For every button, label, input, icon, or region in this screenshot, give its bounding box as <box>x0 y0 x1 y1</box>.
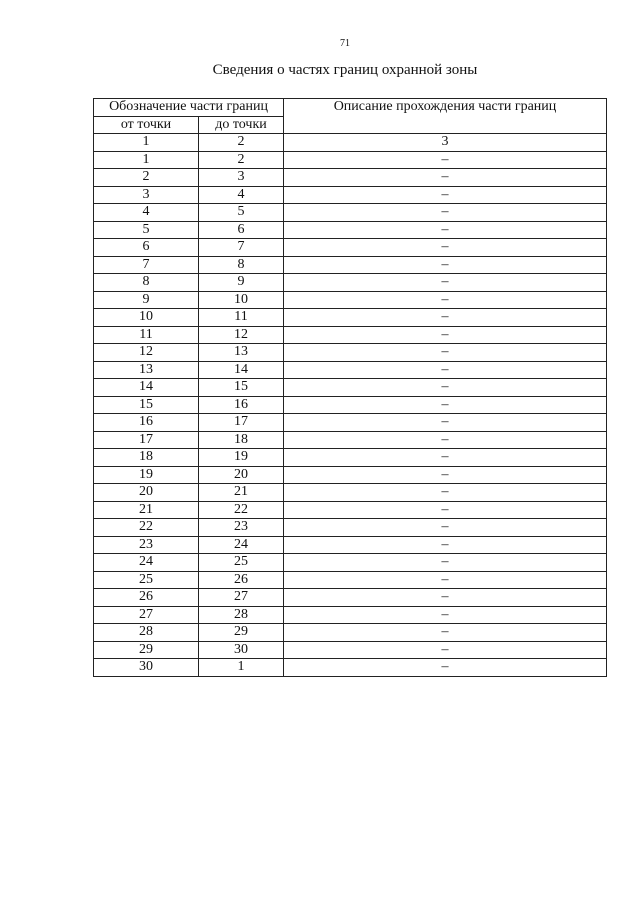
to-point-cell: 17 <box>199 414 284 432</box>
table-row <box>94 431 607 449</box>
description-cell: – <box>284 641 607 659</box>
table-row <box>94 589 607 607</box>
to-point-cell: 8 <box>199 256 284 274</box>
to-point-cell: 26 <box>199 571 284 589</box>
to-point-cell: 15 <box>199 379 284 397</box>
to-point-cell: 30 <box>199 641 284 659</box>
page-title: Сведения о частях границ охранной зоны <box>212 62 478 78</box>
from-point-cell: 29 <box>94 641 199 659</box>
description-cell: – <box>284 571 607 589</box>
description-cell: – <box>284 659 607 677</box>
description-cell: – <box>284 326 607 344</box>
from-point-cell: 14 <box>94 379 199 397</box>
header-boundary-designation: Обозначение части границ <box>94 99 284 117</box>
from-point-cell: 27 <box>94 606 199 624</box>
from-point-cell: 19 <box>94 466 199 484</box>
from-point-cell: 9 <box>94 291 199 309</box>
from-point-cell: 5 <box>94 221 199 239</box>
to-point-cell: 16 <box>199 396 284 414</box>
table-row <box>94 256 607 274</box>
from-point-cell: 17 <box>94 431 199 449</box>
from-point-cell: 4 <box>94 204 199 222</box>
to-point-cell: 29 <box>199 624 284 642</box>
description-cell: – <box>284 501 607 519</box>
to-point-cell: 14 <box>199 361 284 379</box>
table-row <box>94 221 607 239</box>
table-row <box>94 239 607 257</box>
table-row <box>94 309 607 327</box>
description-cell: – <box>284 554 607 572</box>
from-point-cell: 21 <box>94 501 199 519</box>
table-row <box>94 659 607 677</box>
table-row <box>94 169 607 187</box>
boundary-parts-table <box>93 98 607 677</box>
to-point-cell: 5 <box>199 204 284 222</box>
description-cell: – <box>284 431 607 449</box>
from-point-cell: 26 <box>94 589 199 607</box>
description-cell: – <box>284 449 607 467</box>
to-point-cell: 7 <box>199 239 284 257</box>
description-cell: – <box>284 536 607 554</box>
index-cell: 3 <box>284 134 607 152</box>
description-cell: – <box>284 484 607 502</box>
table-row <box>94 519 607 537</box>
table-row <box>94 204 607 222</box>
page-number: 71 <box>340 38 350 49</box>
description-cell: – <box>284 344 607 362</box>
description-cell: – <box>284 151 607 169</box>
description-cell: – <box>284 274 607 292</box>
to-point-cell: 13 <box>199 344 284 362</box>
index-cell: 1 <box>94 134 199 152</box>
description-cell: – <box>284 606 607 624</box>
table-row <box>94 501 607 519</box>
to-point-cell: 24 <box>199 536 284 554</box>
from-point-cell: 24 <box>94 554 199 572</box>
description-cell: – <box>284 291 607 309</box>
header-from-point: от точки <box>94 116 199 134</box>
from-point-cell: 8 <box>94 274 199 292</box>
from-point-cell: 28 <box>94 624 199 642</box>
to-point-cell: 1 <box>199 659 284 677</box>
index-cell: 2 <box>199 134 284 152</box>
table-row <box>94 641 607 659</box>
table-row <box>94 361 607 379</box>
from-point-cell: 18 <box>94 449 199 467</box>
to-point-cell: 10 <box>199 291 284 309</box>
description-cell: – <box>284 256 607 274</box>
description-cell: – <box>284 169 607 187</box>
from-point-cell: 2 <box>94 169 199 187</box>
to-point-cell: 11 <box>199 309 284 327</box>
to-point-cell: 20 <box>199 466 284 484</box>
from-point-cell: 10 <box>94 309 199 327</box>
to-point-cell: 3 <box>199 169 284 187</box>
description-cell: – <box>284 396 607 414</box>
header-description: Описание прохождения части границ <box>284 99 607 134</box>
to-point-cell: 19 <box>199 449 284 467</box>
description-cell: – <box>284 624 607 642</box>
from-point-cell: 20 <box>94 484 199 502</box>
table-row <box>94 326 607 344</box>
column-index-row <box>94 134 607 152</box>
table-row <box>94 554 607 572</box>
to-point-cell: 27 <box>199 589 284 607</box>
table-row <box>94 624 607 642</box>
table-row <box>94 484 607 502</box>
to-point-cell: 12 <box>199 326 284 344</box>
table-row <box>94 571 607 589</box>
from-point-cell: 12 <box>94 344 199 362</box>
from-point-cell: 15 <box>94 396 199 414</box>
table-row <box>94 414 607 432</box>
description-cell: – <box>284 221 607 239</box>
from-point-cell: 23 <box>94 536 199 554</box>
description-cell: – <box>284 239 607 257</box>
description-cell: – <box>284 589 607 607</box>
table-row <box>94 536 607 554</box>
from-point-cell: 16 <box>94 414 199 432</box>
from-point-cell: 7 <box>94 256 199 274</box>
description-cell: – <box>284 519 607 537</box>
from-point-cell: 30 <box>94 659 199 677</box>
to-point-cell: 21 <box>199 484 284 502</box>
from-point-cell: 1 <box>94 151 199 169</box>
to-point-cell: 4 <box>199 186 284 204</box>
table-row <box>94 344 607 362</box>
header-to-point: до точки <box>199 116 284 134</box>
description-cell: – <box>284 186 607 204</box>
to-point-cell: 2 <box>199 151 284 169</box>
from-point-cell: 13 <box>94 361 199 379</box>
to-point-cell: 18 <box>199 431 284 449</box>
description-cell: – <box>284 361 607 379</box>
table-row <box>94 449 607 467</box>
description-cell: – <box>284 414 607 432</box>
table-row <box>94 396 607 414</box>
table-row <box>94 291 607 309</box>
to-point-cell: 28 <box>199 606 284 624</box>
table-row <box>94 186 607 204</box>
from-point-cell: 6 <box>94 239 199 257</box>
description-cell: – <box>284 466 607 484</box>
to-point-cell: 9 <box>199 274 284 292</box>
from-point-cell: 22 <box>94 519 199 537</box>
to-point-cell: 22 <box>199 501 284 519</box>
table-row <box>94 606 607 624</box>
table-row <box>94 466 607 484</box>
from-point-cell: 11 <box>94 326 199 344</box>
table-row <box>94 379 607 397</box>
from-point-cell: 3 <box>94 186 199 204</box>
to-point-cell: 25 <box>199 554 284 572</box>
to-point-cell: 23 <box>199 519 284 537</box>
description-cell: – <box>284 379 607 397</box>
description-cell: – <box>284 309 607 327</box>
table-row <box>94 274 607 292</box>
description-cell: – <box>284 204 607 222</box>
to-point-cell: 6 <box>199 221 284 239</box>
from-point-cell: 25 <box>94 571 199 589</box>
table-row <box>94 151 607 169</box>
